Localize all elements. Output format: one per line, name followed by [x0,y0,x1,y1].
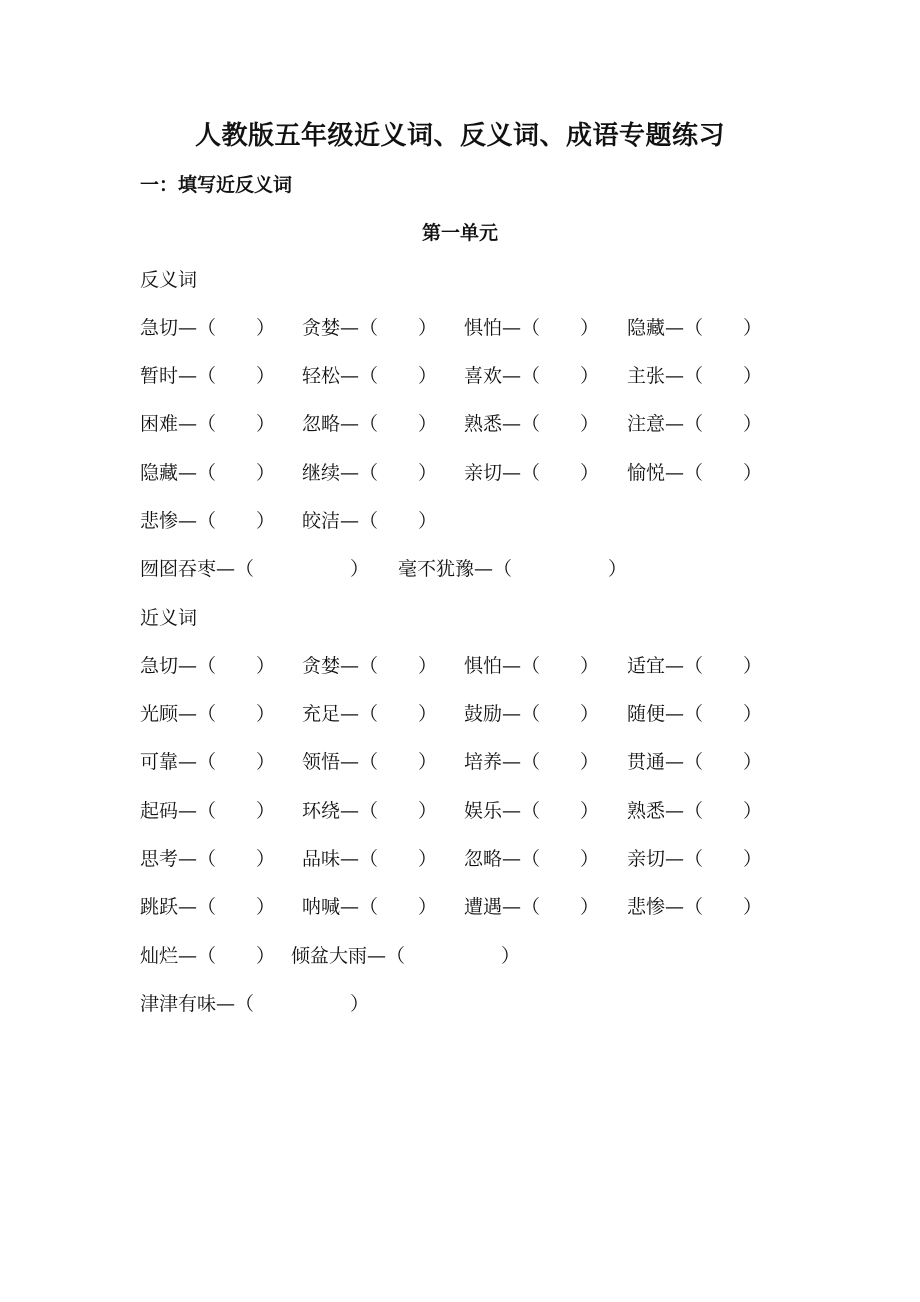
word: 隐藏 [627,317,666,339]
word: 贪婪 [302,317,341,339]
synonym-item: 可靠—（ ） [140,747,275,777]
synonym-item: 领悟—（ ） [302,747,437,777]
synonym-item: 培养—（ ） [464,747,599,777]
word: 惧怕 [464,317,503,339]
word: 隐藏 [140,462,179,484]
word: 忽略 [302,413,341,435]
word: 贯通 [627,751,666,773]
word: 充足 [302,703,341,725]
antonym-item: 注意—（ ） [627,409,762,439]
antonym-row [140,506,800,536]
synonym-item: 惧怕—（ ） [464,651,599,681]
antonym-item: 困难—（ ） [140,409,275,439]
synonym-row [140,796,800,826]
synonym-item: 光顾—（ ） [140,699,275,729]
antonym-item: 贪婪—（ ） [302,313,437,343]
antonym-item: 轻松—（ ） [302,361,437,391]
word: 熟悉 [627,800,666,822]
synonym-item: 鼓励—（ ） [464,699,599,729]
idiom: 倾盆大雨 [291,945,368,967]
synonym-row [140,699,800,729]
synonyms-label: 近义词 [140,607,198,629]
page-title: 人教版五年级近义词、反义词、成语专题练习 [194,121,725,151]
word: 培养 [464,751,503,773]
antonym-item: 暂时—（ ） [140,361,275,391]
idiom: 津津有味 [140,993,217,1015]
synonym-item: 悲惨—（ ） [627,892,762,922]
word: 跳跃 [140,896,179,918]
word: 鼓励 [464,703,503,725]
word: 急切 [140,655,179,677]
antonyms-label: 反义词 [140,269,198,291]
synonym-item: 环绕—（ ） [302,796,437,826]
antonym-item: 愉悦—（ ） [627,458,762,488]
antonym-row [140,409,800,439]
antonym-item: 急切—（ ） [140,313,275,343]
antonym-row [140,313,800,343]
antonym-item: 惧怕—（ ） [464,313,599,343]
synonym-idiom-row [140,989,800,1019]
word: 思考 [140,848,179,870]
word: 忽略 [464,848,503,870]
word: 轻松 [302,365,341,387]
idiom: 囫囵吞枣 [140,558,217,580]
synonym-item: 忽略—（ ） [464,844,599,874]
synonym-item: 起码—（ ） [140,796,275,826]
antonym-row [140,458,800,488]
word: 急切 [140,317,179,339]
idiom-item: 津津有味—（ ） [140,989,369,1019]
synonym-row [140,892,800,922]
synonym-item: 贯通—（ ） [627,747,762,777]
word: 品味 [302,848,341,870]
word: 熟悉 [464,413,503,435]
word: 遭遇 [464,896,503,918]
word: 适宜 [627,655,666,677]
antonym-item: 主张—（ ） [627,361,762,391]
word: 困难 [140,413,179,435]
synonym-item: 呐喊—（ ） [302,892,437,922]
word: 主张 [627,365,666,387]
word: 随便 [627,703,666,725]
antonym-item: 悲惨—（ ） [140,506,275,536]
antonym-row [140,361,800,391]
antonym-item: 皎洁—（ ） [302,506,437,536]
word: 皎洁 [302,510,341,532]
synonym-row [140,747,800,777]
antonym-item: 隐藏—（ ） [627,313,762,343]
synonym-item: 遭遇—（ ） [464,892,599,922]
antonym-idiom-row [140,554,800,584]
synonym-item: 亲切—（ ） [627,844,762,874]
antonym-item: 熟悉—（ ） [464,409,599,439]
word: 喜欢 [464,365,503,387]
word: 惧怕 [464,655,503,677]
word: 呐喊 [302,896,341,918]
synonym-item: 跳跃—（ ） [140,892,275,922]
synonym-item: 适宜—（ ） [627,651,762,681]
antonym-item: 亲切—（ ） [464,458,599,488]
word: 悲惨 [140,510,179,532]
word: 悲惨 [627,896,666,918]
antonym-item: 继续—（ ） [302,458,437,488]
word: 继续 [302,462,341,484]
synonym-item: 贪婪—（ ） [302,651,437,681]
word: 领悟 [302,751,341,773]
synonym-item: 熟悉—（ ） [627,796,762,826]
word: 亲切 [627,848,666,870]
synonym-item: 随便—（ ） [627,699,762,729]
synonym-row [140,651,800,681]
section-heading: 一：填写近反义词 [140,174,293,196]
word: 环绕 [302,800,341,822]
idiom-item: 毫不犹豫—（ ） [398,554,627,584]
idiom-item: 囫囵吞枣—（ ） [140,554,369,584]
antonym-item: 隐藏—（ ） [140,458,275,488]
synonym-mixed-row [140,941,800,971]
word: 亲切 [464,462,503,484]
synonym-item: 娱乐—（ ） [464,796,599,826]
word: 灿烂 [140,945,179,967]
synonym-row [140,844,800,874]
word: 暂时 [140,365,179,387]
word: 光顾 [140,703,179,725]
idiom-item: 倾盆大雨—（ ） [291,941,520,971]
synonym-item: 品味—（ ） [302,844,437,874]
word: 起码 [140,800,179,822]
synonym-item: 思考—（ ） [140,844,275,874]
antonym-item: 忽略—（ ） [302,409,437,439]
synonym-item: 急切—（ ） [140,651,275,681]
idiom: 毫不犹豫 [398,558,475,580]
word: 娱乐 [464,800,503,822]
unit-heading: 第一单元 [421,222,498,244]
word: 可靠 [140,751,179,773]
word: 愉悦 [627,462,666,484]
synonym-item: 充足—（ ） [302,699,437,729]
word: 注意 [627,413,666,435]
synonym-item: 灿烂—（ ） [140,941,275,971]
antonym-item: 喜欢—（ ） [464,361,599,391]
word: 贪婪 [302,655,341,677]
